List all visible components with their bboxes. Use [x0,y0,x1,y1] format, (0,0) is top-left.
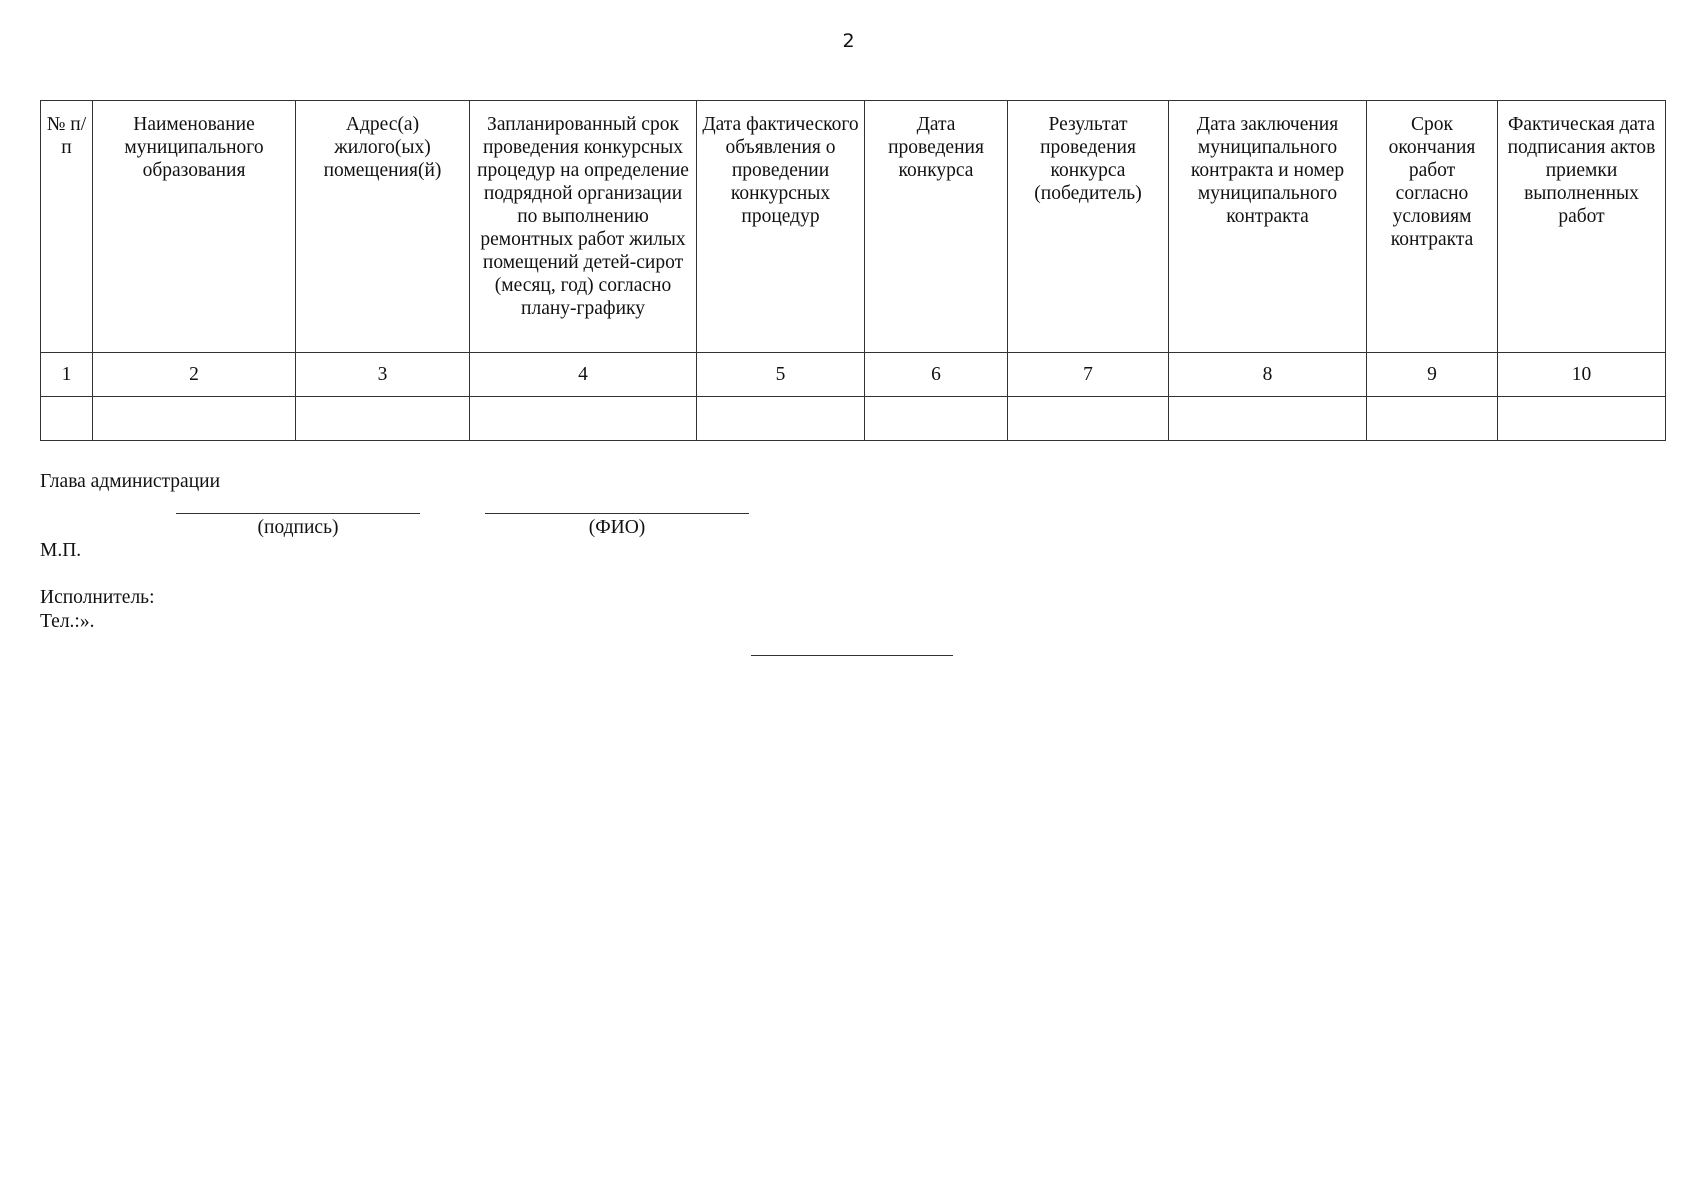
column-number-cell: 10 [1498,353,1666,397]
header-cell-acceptance-date: Фактическая дата подписания актов приемки выполненных работ [1498,101,1666,353]
name-caption: (ФИО) [588,517,646,538]
column-number-cell: 6 [865,353,1008,397]
executor-label: Исполнитель: [40,587,155,608]
column-number-cell: 3 [296,353,470,397]
table-cell [1169,397,1367,441]
table-cell [697,397,865,441]
header-cell-announcement-date: Дата фактического объявления о проведении конкурсных процедур [697,101,865,353]
name-line [485,513,749,514]
table-row [41,397,1666,441]
header-cell-contest-result: Результат проведения конкурса (победитель) [1008,101,1169,353]
header-cell-planned-period: Запланированный срок проведения конкурсных процедур на определение подрядной организации по выполнению ремонтных работ жилых помещений детей-сирот (месяц, год) согласно плану-графику [470,101,697,353]
table-cell [296,397,470,441]
header-cell-number: № п/п [41,101,93,353]
column-number-cell: 5 [697,353,865,397]
page-number: 2 [842,30,855,52]
stamp-label: М.П. [40,540,82,561]
signature-caption: (подпись) [257,517,339,538]
head-title: Глава администрации [40,471,221,492]
table-cell [1498,397,1666,441]
table-cell [470,397,697,441]
column-number-row [41,353,1666,397]
column-number-cell: 9 [1367,353,1498,397]
signature-line [176,513,420,514]
header-cell-contest-date: Дата проведения конкурса [865,101,1008,353]
closing-divider [751,655,953,656]
table-cell [41,397,93,441]
table-cell [93,397,296,441]
table-cell [1367,397,1498,441]
header-cell-municipality: Наименование муниципального образования [93,101,296,353]
header-cell-address: Адрес(а) жилого(ых) помещения(й) [296,101,470,353]
column-number-cell: 7 [1008,353,1169,397]
column-number-cell: 8 [1169,353,1367,397]
table-cell [1008,397,1169,441]
table-header-row [41,101,1666,353]
column-number-cell: 2 [93,353,296,397]
table-cell [865,397,1008,441]
column-number-cell: 4 [470,353,697,397]
header-cell-contract-date-number: Дата заключения муниципального контракта и номер муниципального контракта [1169,101,1367,353]
header-cell-completion-term: Срок окончания работ согласно условиям контракта [1367,101,1498,353]
phone-label: Тел.:». [40,611,95,632]
report-table [40,100,1666,441]
column-number-cell: 1 [41,353,93,397]
